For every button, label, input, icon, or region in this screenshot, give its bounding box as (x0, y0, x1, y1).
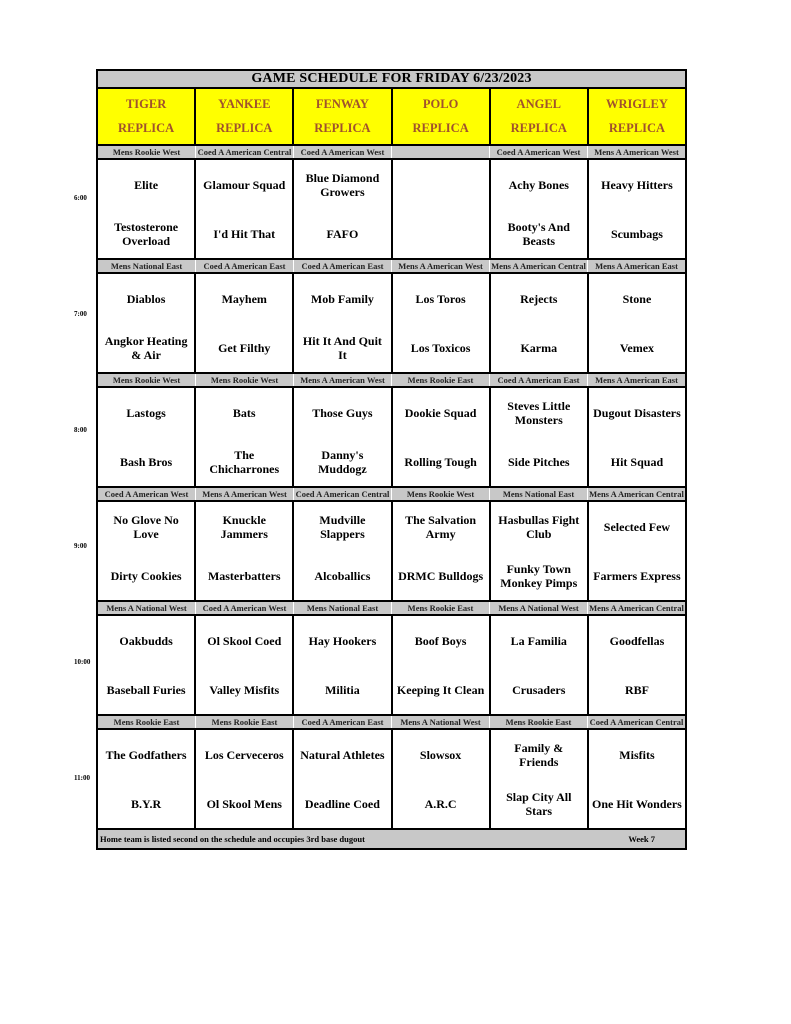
division-label: Coed A American East (196, 260, 294, 272)
home-team: Dirty Cookies (110, 568, 182, 583)
away-team: Boof Boys (414, 633, 467, 648)
division-row (96, 602, 687, 614)
division-row (96, 374, 687, 386)
game-cell (98, 160, 196, 258)
game-cell (589, 388, 685, 486)
home-team: Hit It And Quit It (302, 333, 382, 362)
field-header (393, 89, 491, 144)
home-team: A.R.C (424, 796, 457, 811)
division-row (96, 716, 687, 728)
game-cell (589, 160, 685, 258)
away-team: Oakbudds (119, 633, 173, 648)
division-label: Mens A National West (392, 716, 490, 728)
home-team-note: Home team is listed second on the schedule and occupies 3rd base dugout (100, 834, 365, 844)
game-cell (98, 730, 196, 828)
away-team: Mudville Slappers (319, 512, 366, 541)
field-sub: REPLICA (608, 120, 666, 135)
game-row (96, 614, 687, 716)
home-team: Ol Skool Mens (206, 796, 282, 811)
division-label: Coed A American West (490, 146, 588, 158)
division-label: Mens A National West (490, 602, 588, 614)
home-team: Angkor Heating & Air (104, 333, 188, 362)
home-team: Get Filthy (218, 340, 271, 355)
division-label: Mens A American East (595, 261, 678, 271)
game-cell (196, 274, 294, 372)
time-label: 9:00 (74, 542, 87, 550)
away-team: Blue Diamond Growers (305, 170, 380, 199)
away-team: Mob Family (310, 291, 374, 306)
game-cell (393, 388, 491, 486)
game-row (96, 386, 687, 488)
home-team: Slap City All Stars (506, 789, 572, 818)
division-label: Mens Rookie East (98, 716, 196, 728)
home-team: Farmers Express (593, 568, 681, 583)
game-cell (491, 274, 589, 372)
game-cell (491, 388, 589, 486)
home-team: Militia (325, 682, 360, 697)
field-header-row (96, 89, 687, 146)
division-label: Mens A American West (294, 374, 392, 386)
game-cell (98, 616, 196, 714)
division-label: Coed A American East (490, 374, 588, 386)
division-label: Mens A National West (98, 602, 196, 614)
field-name: ANGEL (516, 97, 561, 112)
game-cell (294, 502, 392, 600)
game-cell (196, 616, 294, 714)
field-sub: REPLICA (412, 120, 469, 135)
home-team: Keeping It Clean (396, 682, 485, 697)
away-team: Hasbullas Fight Club (498, 512, 580, 541)
home-team: Funky Town Monkey Pimps (500, 561, 578, 590)
division-row (96, 146, 687, 158)
division-label: Mens Rookie West (196, 374, 294, 386)
game-cell (491, 160, 589, 258)
home-team: Scumbags (610, 226, 663, 241)
game-cell (393, 616, 491, 714)
home-team: Masterbatters (207, 568, 281, 583)
home-team: The Chicharrones (209, 447, 280, 476)
away-team: Goodfellas (609, 633, 665, 648)
division-row (96, 260, 687, 272)
game-cell (98, 388, 196, 486)
division-label: Mens Rookie West (392, 488, 490, 500)
game-cell (294, 274, 392, 372)
away-team: Family & Friends (514, 740, 564, 769)
home-team: Bash Bros (120, 454, 173, 469)
division-label: Mens A American East (595, 375, 678, 385)
home-team: Booty's And Beasts (507, 219, 570, 248)
division-label: Coed A American Central (589, 717, 684, 727)
away-team: No Glove No Love (113, 512, 179, 541)
division-label: Coed A American Central (294, 488, 392, 500)
game-row (96, 272, 687, 374)
time-slot-block (96, 146, 687, 260)
home-team: RBF (624, 682, 649, 697)
home-team: Deadline Coed (304, 796, 380, 811)
home-team: Danny's Muddogz (318, 447, 367, 476)
game-row (96, 728, 687, 830)
field-sub: REPLICA (314, 120, 371, 135)
away-team: The Salvation Army (405, 512, 477, 541)
away-team: Diablos (126, 291, 166, 306)
division-label: Mens A American Central (589, 489, 684, 499)
division-label: Mens A American Central (589, 603, 684, 613)
field-sub: REPLICA (510, 120, 567, 135)
schedule-sheet (96, 69, 687, 850)
game-cell (491, 730, 589, 828)
away-team: Glamour Squad (203, 177, 286, 192)
away-team: Ol Skool Coed (207, 633, 282, 648)
division-label: Mens National East (490, 488, 588, 500)
division-label: Mens Rookie East (392, 374, 490, 386)
game-cell (491, 616, 589, 714)
field-name: FENWAY (315, 97, 369, 112)
division-label: Mens Rookie East (196, 716, 294, 728)
away-team (393, 160, 489, 209)
game-cell (196, 502, 294, 600)
home-team: Vemex (619, 340, 655, 355)
division-label: Mens A American West (392, 260, 490, 272)
away-team: Hay Hookers (308, 633, 377, 648)
game-cell (294, 388, 392, 486)
away-team: Steves Little Monsters (507, 398, 571, 427)
game-row (96, 500, 687, 602)
field-header (589, 89, 685, 144)
division-label: Mens Rookie East (490, 716, 588, 728)
division-label: Mens Rookie West (98, 146, 196, 158)
division-label: Coed A American West (98, 488, 196, 500)
division-label: Mens Rookie West (98, 374, 196, 386)
away-team: Misfits (619, 747, 655, 762)
away-team: Knuckle Jammers (220, 512, 268, 541)
division-label: Coed A American East (294, 716, 392, 728)
game-cell (294, 616, 392, 714)
field-name: WRIGLEY (606, 97, 668, 112)
away-team: Rejects (520, 291, 558, 306)
away-team: The Godfathers (105, 747, 187, 762)
time-label: 10:00 (74, 658, 91, 666)
field-header (294, 89, 392, 144)
game-cell (589, 730, 685, 828)
game-cell (196, 730, 294, 828)
home-team: FAFO (326, 226, 359, 241)
division-label: Coed A American West (294, 146, 392, 158)
game-cell (294, 730, 392, 828)
away-team: Los Cerveceros (204, 747, 284, 762)
field-header (491, 89, 589, 144)
game-cell (589, 274, 685, 372)
away-team: Lastogs (126, 405, 166, 420)
away-team: Stone (622, 291, 652, 306)
game-cell (589, 616, 685, 714)
home-team: One Hit Wonders (592, 796, 682, 811)
time-slot-block (96, 716, 687, 830)
game-cell (393, 160, 491, 258)
away-team: Bats (232, 405, 256, 420)
away-team: Slowsox (419, 747, 462, 762)
home-team (393, 209, 489, 258)
field-sub: REPLICA (117, 120, 175, 135)
schedule-footer (96, 830, 687, 850)
division-label: Mens A American West (196, 488, 294, 500)
away-team: Heavy Hitters (601, 177, 673, 192)
game-row (96, 158, 687, 260)
home-team: B.Y.R (130, 796, 162, 811)
home-team: Alcoballics (314, 568, 371, 583)
field-sub: REPLICA (216, 120, 273, 135)
away-team: La Familia (510, 633, 567, 648)
home-team: Crusaders (512, 682, 566, 697)
division-label: Mens National East (294, 602, 392, 614)
home-team: Los Toxicos (410, 340, 471, 355)
division-label (392, 146, 490, 158)
home-team: I'd Hit That (213, 226, 276, 241)
home-team: Rolling Tough (404, 454, 477, 469)
away-team: Natural Athletes (300, 747, 385, 762)
away-team: Los Toros (415, 291, 466, 306)
division-label: Mens National East (98, 260, 196, 272)
home-team: Side Pitches (507, 454, 570, 469)
away-team: Dookie Squad (404, 405, 477, 420)
time-slot-block (96, 374, 687, 488)
field-header (98, 89, 196, 144)
field-name: TIGER (125, 97, 167, 112)
home-team: Karma (520, 340, 558, 355)
game-cell (294, 160, 392, 258)
division-label: Coed A American East (294, 260, 392, 272)
time-slot-block (96, 602, 687, 716)
home-team: Testosterone Overload (114, 219, 179, 248)
time-slot-block (96, 488, 687, 602)
game-cell (491, 502, 589, 600)
home-team: Hit Squad (610, 454, 664, 469)
game-cell (393, 730, 491, 828)
division-label: Coed A American Central (196, 146, 294, 158)
division-row (96, 488, 687, 500)
game-cell (393, 502, 491, 600)
game-cell (589, 502, 685, 600)
away-team: Elite (134, 177, 159, 192)
division-label: Mens Rookie East (392, 602, 490, 614)
field-header (196, 89, 294, 144)
away-team: Achy Bones (508, 177, 569, 192)
time-label: 7:00 (74, 310, 87, 318)
away-team: Mayhem (221, 291, 267, 306)
division-label: Coed A American West (196, 602, 294, 614)
schedule-title: GAME SCHEDULE FOR FRIDAY 6/23/2023 (96, 69, 687, 89)
field-name: YANKEE (218, 97, 271, 112)
game-cell (196, 388, 294, 486)
time-label: 8:00 (74, 426, 87, 434)
game-cell (98, 274, 196, 372)
game-cell (393, 274, 491, 372)
field-name: POLO (422, 97, 459, 112)
away-team: Dugout Disasters (593, 405, 681, 420)
week-label: Week 7 (628, 834, 655, 844)
home-team: Baseball Furies (106, 682, 186, 697)
division-label: Mens A American West (594, 147, 679, 157)
game-cell (98, 502, 196, 600)
time-slots (96, 146, 687, 830)
time-label: 6:00 (74, 194, 87, 202)
division-label: Mens A American Central (490, 260, 588, 272)
home-team: DRMC Bulldogs (398, 568, 484, 583)
time-slot-block (96, 260, 687, 374)
time-label: 11:00 (74, 774, 90, 782)
away-team: Selected Few (603, 519, 671, 534)
game-cell (196, 160, 294, 258)
home-team: Valley Misfits (209, 682, 280, 697)
away-team: Those Guys (312, 405, 373, 420)
